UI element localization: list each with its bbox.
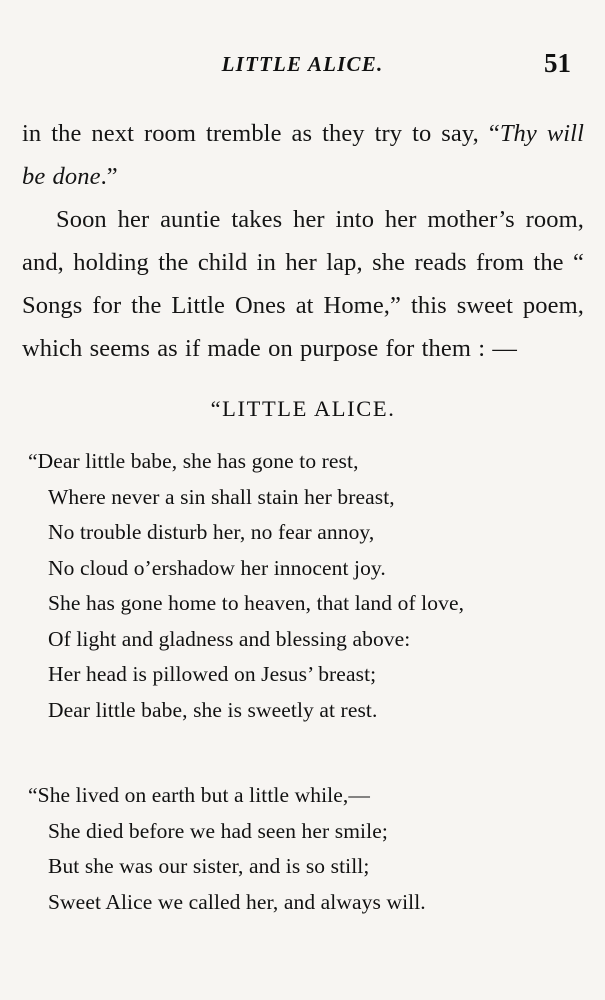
poem-line: Of light and gladness and blessing above: [48, 626, 411, 651]
paragraph-1-prefix: in the next room tremble as they try to say, “ [22, 120, 500, 147]
poem-stanza [22, 444, 584, 728]
paragraph-1-italic: Thy will be done [22, 120, 584, 190]
poem-line: Her head is pillowed on Jesus’ breast; [48, 662, 377, 686]
poem-line: “Dear little babe, she has gone to rest, [28, 449, 359, 473]
paragraph-2 [22, 198, 584, 370]
poem-line: Dear little babe, she is sweetly at rest. [48, 697, 378, 722]
poem-line: She died before we had seen her smile; [48, 818, 388, 843]
page-number: 51 [544, 48, 571, 78]
poem-line: She has gone home to heaven, that land of love, [48, 591, 465, 615]
running-title: LITTLE ALICE. [221, 52, 384, 76]
poem-stanza [22, 778, 584, 920]
paragraph-2-text: Soon her auntie takes her into her mother’s room, and, holding the child in her lap, she reads from the “ Songs for the Little Ones at Home,” this sweet poem, which seems as if made on purpose for them : — [22, 206, 584, 362]
poem-line: No cloud o’ershadow her innocent joy. [48, 555, 386, 580]
poem-title: “LITTLE ALICE. [210, 396, 396, 421]
poem-line: “She lived on earth but a little while,— [28, 783, 370, 807]
poem-line: Where never a sin shall stain her breast, [48, 484, 395, 509]
page-header [0, 48, 605, 86]
paragraph-1-suffix: .” [100, 163, 118, 190]
poem-line: Sweet Alice we called her, and always will. [48, 889, 426, 914]
poem-line: No trouble disturb her, no fear annoy, [48, 520, 375, 544]
poem-line: But she was our sister, and is so still; [48, 854, 370, 878]
page-body [22, 112, 584, 920]
paragraph-continued [22, 112, 584, 198]
